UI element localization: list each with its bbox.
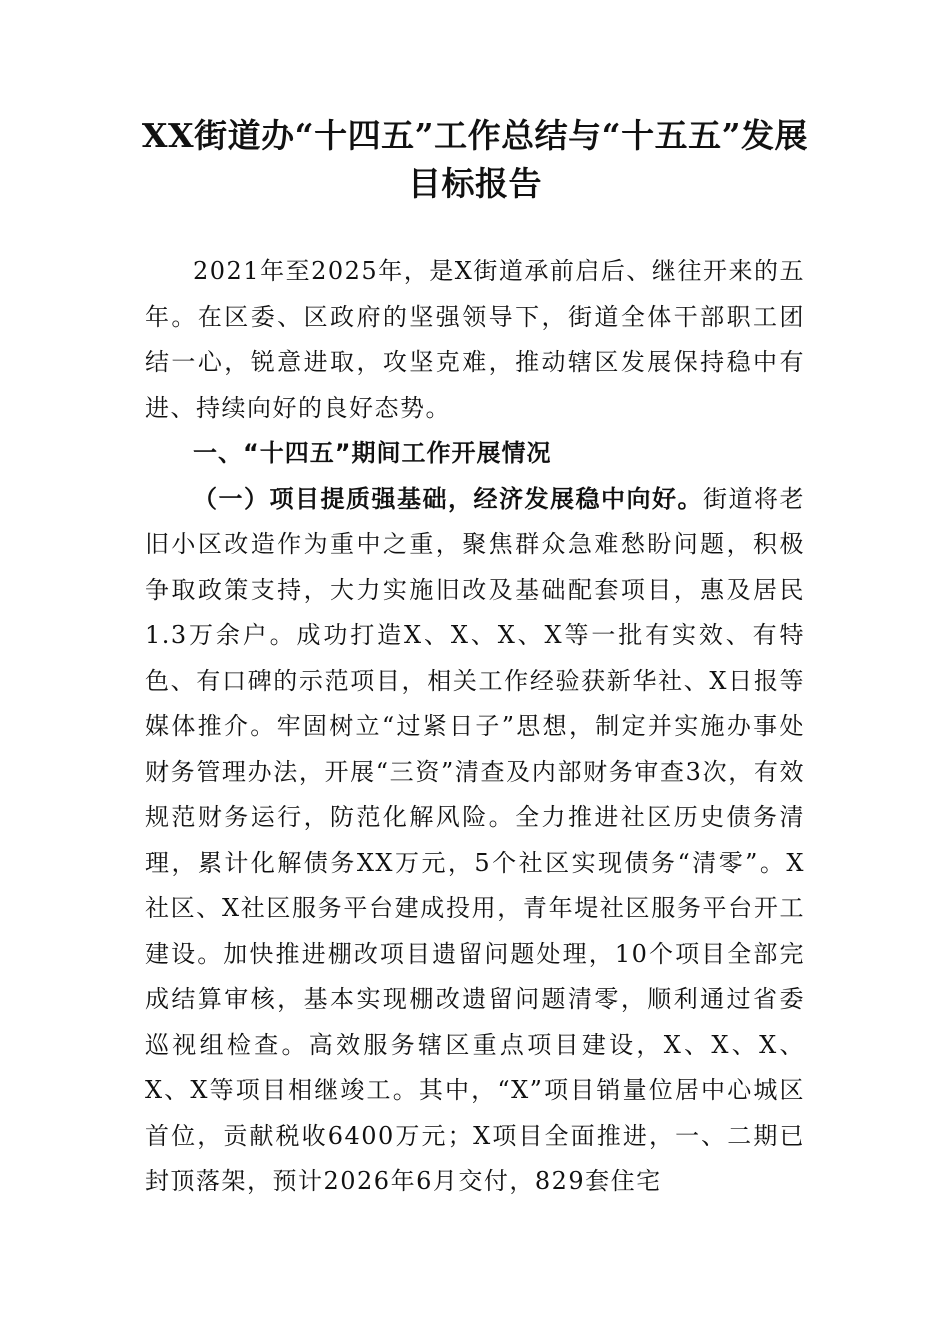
document-title: XX街道办“十四五”工作总结与“十五五”发展目标报告 [141,116,809,203]
subsection-paragraph [145,477,805,1205]
subsection-title: （一）项目提质强基础，经济发展稳中向好。 [193,484,703,513]
document-body [145,249,805,1205]
section-heading: 一、“十四五”期间工作开展情况 [193,439,552,467]
subsection-body: 街道将老旧小区改造作为重中之重，聚焦群众急难愁盼问题，积极争取政策支持，大力实施旧改及基础配套项目，惠及居民1.3万余户。成功打造X、X、X、X等一批有实效、有特色、有口碑的示范项目，相关工作经验获新华社、X日报等媒体推介。牢固树立“过紧日子”思想，制定并实施办事处财务管理办法，开展“三资”清查及内部财务审查3次，有效规范财务运行，防范化解风险。全力推进社区历史债务清理，累计化解债务XX万元，5个社区实现债务“清零”。X社区、X社区服务平台建成投用，青年堤社区服务平台开工建设。加快推进棚改项目遗留问题处理，10个项目全部完成结算审核，基本实现棚改遗留问题清零，顺利通过省委巡视组检查。高效服务辖区重点项目建设，X、X、X、X、X等项目相继竣工。其中，“X”项目销量位居中心城区首位，贡献税收6400万元；X项目全面推进，一、二期已封顶落架，预计2026年6月交付，829套住宅 [145,484,805,1195]
intro-paragraph: 2021年至2025年，是X街道承前启后、继往开来的五年。在区委、区政府的坚强领导下，街道全体干部职工团结一心，锐意进取，攻坚克难，推动辖区发展保持稳中有进、持续向好的良好态势。 [145,257,805,422]
